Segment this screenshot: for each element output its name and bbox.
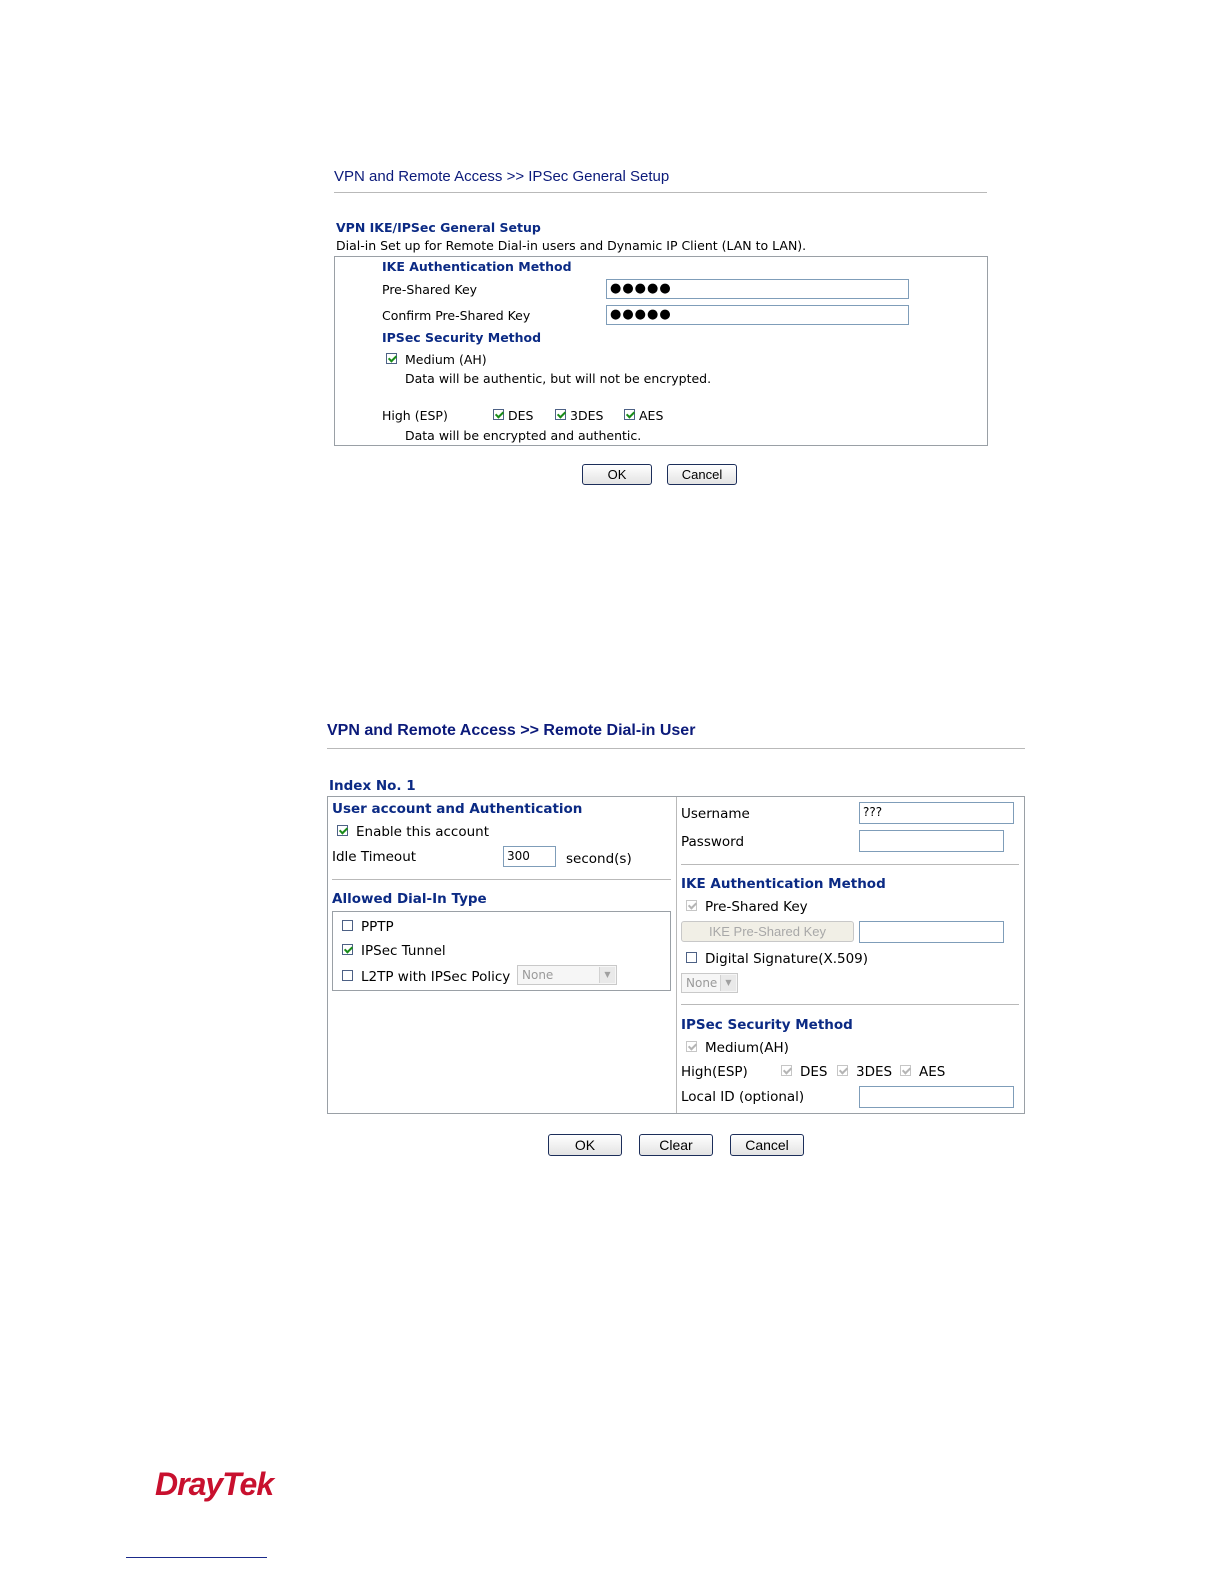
des-label-dialin: DES xyxy=(800,1064,828,1080)
3des-label-dialin: 3DES xyxy=(856,1064,893,1080)
section-title: VPN IKE/IPSec General Setup xyxy=(336,220,541,235)
digital-signature-value: None xyxy=(686,976,718,990)
cancel-button[interactable]: Cancel xyxy=(667,464,737,485)
high-esp-label-dialin: High(ESP) xyxy=(681,1064,748,1080)
pptp-label: PPTP xyxy=(361,919,394,935)
aes-label-dialin: AES xyxy=(919,1064,946,1080)
digital-signature-checkbox[interactable] xyxy=(686,952,697,963)
ok-button-dialin[interactable]: OK xyxy=(548,1134,622,1156)
local-id-label: Local ID (optional) xyxy=(681,1089,805,1105)
password-input[interactable] xyxy=(859,830,1004,852)
column-divider xyxy=(676,797,677,1113)
medium-ah-checkbox[interactable] xyxy=(386,353,397,364)
dialin-type-heading: Allowed Dial-In Type xyxy=(332,891,487,907)
index-label: Index No. 1 xyxy=(329,778,416,794)
medium-ah-label: Medium (AH) xyxy=(405,352,487,367)
chevron-down-icon: ▼ xyxy=(599,967,615,983)
clear-button[interactable]: Clear xyxy=(639,1134,713,1156)
ipsec-security-heading-dialin: IPSec Security Method xyxy=(681,1017,853,1033)
cancel-button-dialin[interactable]: Cancel xyxy=(730,1134,804,1156)
psk-label-dialin: Pre-Shared Key xyxy=(705,899,808,915)
divider xyxy=(681,1004,1019,1005)
idle-timeout-input[interactable]: 300 xyxy=(503,846,556,867)
des-checkbox-dialin[interactable] xyxy=(781,1065,792,1076)
pptp-checkbox[interactable] xyxy=(342,920,353,931)
ike-auth-heading: IKE Authentication Method xyxy=(382,259,572,274)
medium-ah-description: Data will be authentic, but will not be encrypted. xyxy=(405,371,712,386)
account-heading: User account and Authentication xyxy=(332,801,583,817)
section-description: Dial-in Set up for Remote Dial-in users and Dynamic IP Client (LAN to LAN). xyxy=(336,238,807,253)
psk-label: Pre-Shared Key xyxy=(382,282,478,297)
page-title-dialin: VPN and Remote Access >> Remote Dial-in User xyxy=(327,722,696,739)
idle-timeout-unit: second(s) xyxy=(566,851,632,867)
confirm-psk-label: Confirm Pre-Shared Key xyxy=(382,308,531,323)
aes-label: AES xyxy=(639,408,664,423)
username-input[interactable]: ??? xyxy=(859,802,1014,824)
high-esp-label: High (ESP) xyxy=(382,408,448,423)
psk-input[interactable]: ●●●●● xyxy=(606,279,909,299)
username-label: Username xyxy=(681,806,750,822)
l2tp-label: L2TP with IPSec Policy xyxy=(361,969,511,985)
aes-checkbox[interactable] xyxy=(624,409,635,420)
ike-auth-heading-dialin: IKE Authentication Method xyxy=(681,876,886,892)
digital-signature-select[interactable] xyxy=(681,973,738,993)
divider xyxy=(327,748,1025,749)
des-label: DES xyxy=(508,408,534,423)
confirm-psk-input[interactable]: ●●●●● xyxy=(606,305,909,325)
enable-account-checkbox[interactable] xyxy=(337,825,348,836)
l2tp-checkbox[interactable] xyxy=(342,970,353,981)
ipsec-security-heading: IPSec Security Method xyxy=(382,330,542,345)
password-label: Password xyxy=(681,834,745,850)
ike-psk-input[interactable] xyxy=(859,921,1004,943)
3des-checkbox-dialin[interactable] xyxy=(837,1065,848,1076)
digital-signature-label: Digital Signature(X.509) xyxy=(705,951,869,967)
divider xyxy=(681,864,1019,865)
local-id-input[interactable] xyxy=(859,1086,1014,1108)
medium-ah-label-dialin: Medium(AH) xyxy=(705,1040,789,1056)
ok-button[interactable]: OK xyxy=(582,464,652,485)
medium-ah-checkbox-dialin[interactable] xyxy=(686,1041,697,1052)
ipsec-tunnel-checkbox[interactable] xyxy=(342,944,353,955)
enable-account-label: Enable this account xyxy=(356,824,489,840)
3des-checkbox[interactable] xyxy=(555,409,566,420)
draytek-logo: DrayTek xyxy=(155,1466,274,1502)
psk-checkbox[interactable] xyxy=(686,900,697,911)
3des-label: 3DES xyxy=(570,408,604,423)
l2tp-policy-value: None xyxy=(522,968,554,982)
divider xyxy=(334,192,987,193)
des-checkbox[interactable] xyxy=(493,409,504,420)
divider xyxy=(332,879,671,880)
ike-psk-button[interactable]: IKE Pre-Shared Key xyxy=(681,921,854,942)
high-esp-description: Data will be encrypted and authentic. xyxy=(405,428,642,443)
l2tp-policy-select[interactable] xyxy=(517,965,617,985)
idle-timeout-label: Idle Timeout xyxy=(332,849,417,865)
footer-rule xyxy=(126,1557,267,1558)
chevron-down-icon: ▼ xyxy=(720,975,736,991)
page-title: VPN and Remote Access >> IPSec General Setup xyxy=(334,168,670,185)
aes-checkbox-dialin[interactable] xyxy=(900,1065,911,1076)
ipsec-tunnel-label: IPSec Tunnel xyxy=(361,943,446,959)
